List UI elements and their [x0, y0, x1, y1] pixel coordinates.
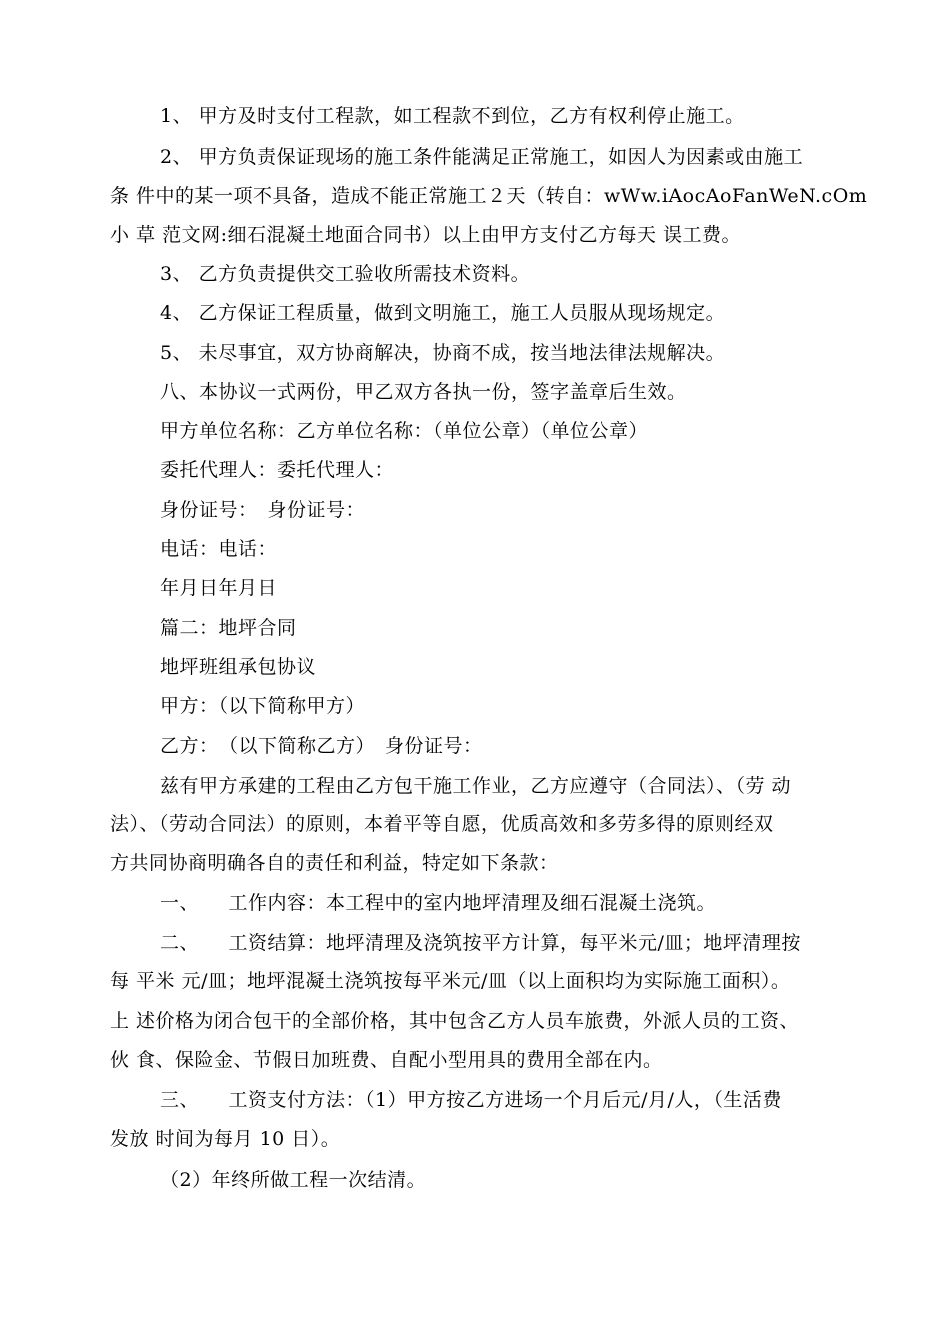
- preamble-1: 兹有甲方承建的工程由乙方包干施工作业，乙方应遵守（合同法）、（劳 动: [160, 775, 792, 797]
- clause-2-cont-1: 条 件中的某一项不具备，造成不能正常施工２天（转自：wWw.iAocAoFanWeN.cOm: [110, 185, 868, 207]
- article-2-cont-3: 伙 食、保险金、节假日加班费、自配小型用具的费用全部在内。: [110, 1049, 663, 1071]
- preamble-2: 法）、（劳动合同法）的原则，本着平等自愿，优质高效和多劳多得的原则经双: [110, 813, 774, 835]
- article-2: 二、 工资结算：地坪清理及浇筑按平方计算，每平米元/皿；地坪清理按: [160, 932, 801, 954]
- article-3-item-2: （2）年终所做工程一次结清。: [160, 1169, 427, 1191]
- preamble-3: 方共同协商明确各自的责任和利益，特定如下条款：: [110, 852, 559, 874]
- clause-1: 1、 甲方及时支付工程款，如工程款不到位，乙方有权利停止施工。: [160, 105, 745, 127]
- clause-3: 3、 乙方负责提供交工验收所需技术资料。: [160, 263, 531, 285]
- party-b: 乙方： （以下简称乙方） 身份证号：: [160, 735, 483, 757]
- clause-5: 5、 未尽事宜，双方协商解决，协商不成，按当地法律法规解决。: [160, 342, 726, 364]
- clause-2-cont-2: 小 草 范文网:细石混凝土地面合同书）以上由甲方支付乙方每天 误工费。: [110, 224, 742, 246]
- article-2-cont-1: 每 平米 元/皿；地坪混凝土浇筑按每平米元/皿（以上面积均为实际施工面积）。: [110, 970, 791, 992]
- article-1: 一、 工作内容：本工程中的室内地坪清理及细石混凝土浇筑。: [160, 892, 717, 914]
- chapter-title: 篇二：地坪合同: [160, 617, 297, 639]
- phones: 电话：电话：: [160, 538, 278, 560]
- clause-2: 2、 甲方负责保证现场的施工条件能满足正常施工，如因人为因素或由施工: [160, 146, 804, 168]
- section-8: 八、本协议一式两份，甲乙双方各执一份，签字盖章后生效。: [160, 381, 687, 403]
- dates: 年月日年月日: [160, 577, 278, 599]
- article-2-cont-2: 上 述价格为闭合包干的全部价格，其中包含乙方人员车旅费，外派人员的工资、: [110, 1010, 800, 1032]
- party-unit-names: 甲方单位名称：乙方单位名称：（单位公章）（单位公章）: [160, 420, 649, 442]
- agreement-title: 地坪班组承包协议: [160, 656, 317, 678]
- party-a: 甲方：（以下简称甲方）: [160, 695, 366, 717]
- article-3: 三、 工资支付方法：（1）甲方按乙方进场一个月后元/月/人，（生活费: [160, 1089, 782, 1111]
- article-3-cont: 发放 时间为每月 10 日）。: [110, 1128, 341, 1150]
- agents: 委托代理人：委托代理人：: [160, 459, 395, 481]
- clause-4: 4、 乙方保证工程质量，做到文明施工，施工人员服从现场规定。: [160, 302, 726, 324]
- id-numbers: 身份证号： 身份证号：: [160, 499, 366, 521]
